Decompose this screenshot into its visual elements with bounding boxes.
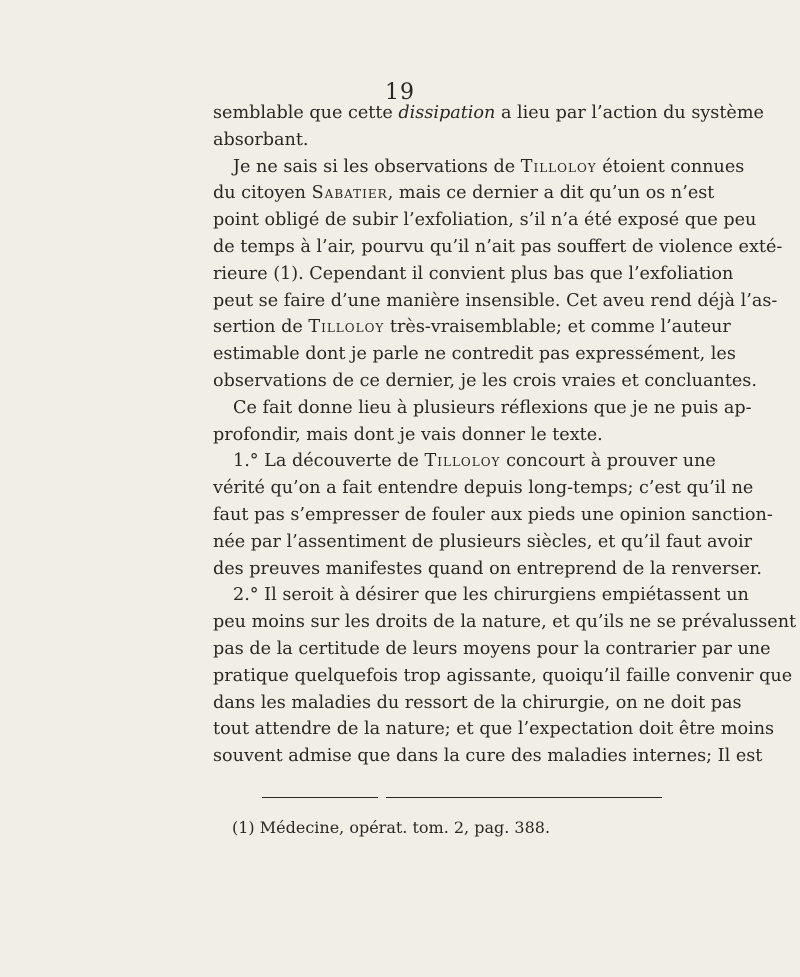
body-text bbox=[213, 100, 797, 770]
page-number: 19 bbox=[385, 80, 415, 105]
text-line: absorbant. bbox=[213, 129, 309, 150]
text-line: de temps à l’air, pourvu qu’il n’ait pas souffert de violence exté- bbox=[213, 236, 783, 257]
text-line: peut se faire d’une manière insensible. Cet aveu rend déjà l’as- bbox=[213, 290, 778, 311]
text-line: Je ne sais si les observations de Tilloloy étoient connues bbox=[233, 156, 745, 177]
text-line: rieure (1). Cependant il convient plus bas que l’exfoliation bbox=[213, 263, 734, 284]
footnote: (1) Médecine, opérat. tom. 2, pag. 388. bbox=[232, 818, 551, 837]
text-line: vérité qu’on a fait entendre depuis long-temps; c’est qu’il ne bbox=[213, 478, 754, 499]
text-line: Ce fait donne lieu à plusieurs réflexions que je ne puis ap- bbox=[233, 397, 752, 418]
text-line: souvent admise que dans la cure des maladies internes; Il est bbox=[213, 746, 763, 767]
text-line: semblable que cette dissipation a lieu par l’action du système bbox=[213, 103, 764, 123]
text-line: du citoyen Sabatier, mais ce dernier a dit qu’un os n’est bbox=[213, 183, 715, 204]
text-line: observations de ce dernier, je les crois vraies et concluantes. bbox=[213, 370, 757, 391]
text-line: point obligé de subir l’exfoliation, s’il n’a été exposé que peu bbox=[213, 210, 757, 231]
text-line: 2.° Il seroit à désirer que les chirurgiens empiétassent un bbox=[233, 585, 749, 606]
text-line: tout attendre de la nature; et que l’expectation doit être moins bbox=[213, 719, 775, 740]
text-line: 1.° La découverte de Tilloloy concourt à prouver une bbox=[233, 451, 716, 472]
text-line: peu moins sur les droits de la nature, et qu’ils ne se prévalussent bbox=[213, 612, 797, 633]
text-line: estimable dont je parle ne contredit pas expressément, les bbox=[213, 344, 736, 365]
text-line: sertion de Tilloloy très-vraisemblable; et comme l’auteur bbox=[213, 317, 731, 338]
text-line: des preuves manifestes quand on entreprend de la renverser. bbox=[213, 558, 762, 579]
footnote-divider bbox=[262, 797, 662, 798]
text-line: pratique quelquefois trop agissante, quoiqu’il faille convenir que bbox=[213, 665, 793, 686]
text-line: née par l’assentiment de plusieurs siècles, et qu’il faut avoir bbox=[213, 531, 753, 552]
text-line: profondir, mais dont je vais donner le texte. bbox=[213, 424, 603, 445]
text-line: faut pas s’empresser de fouler aux pieds une opinion sanction- bbox=[213, 504, 773, 525]
text-line: pas de la certitude de leurs moyens pour la contrarier par une bbox=[213, 638, 771, 659]
text-line: dans les maladies du ressort de la chirurgie, on ne doit pas bbox=[213, 692, 742, 713]
